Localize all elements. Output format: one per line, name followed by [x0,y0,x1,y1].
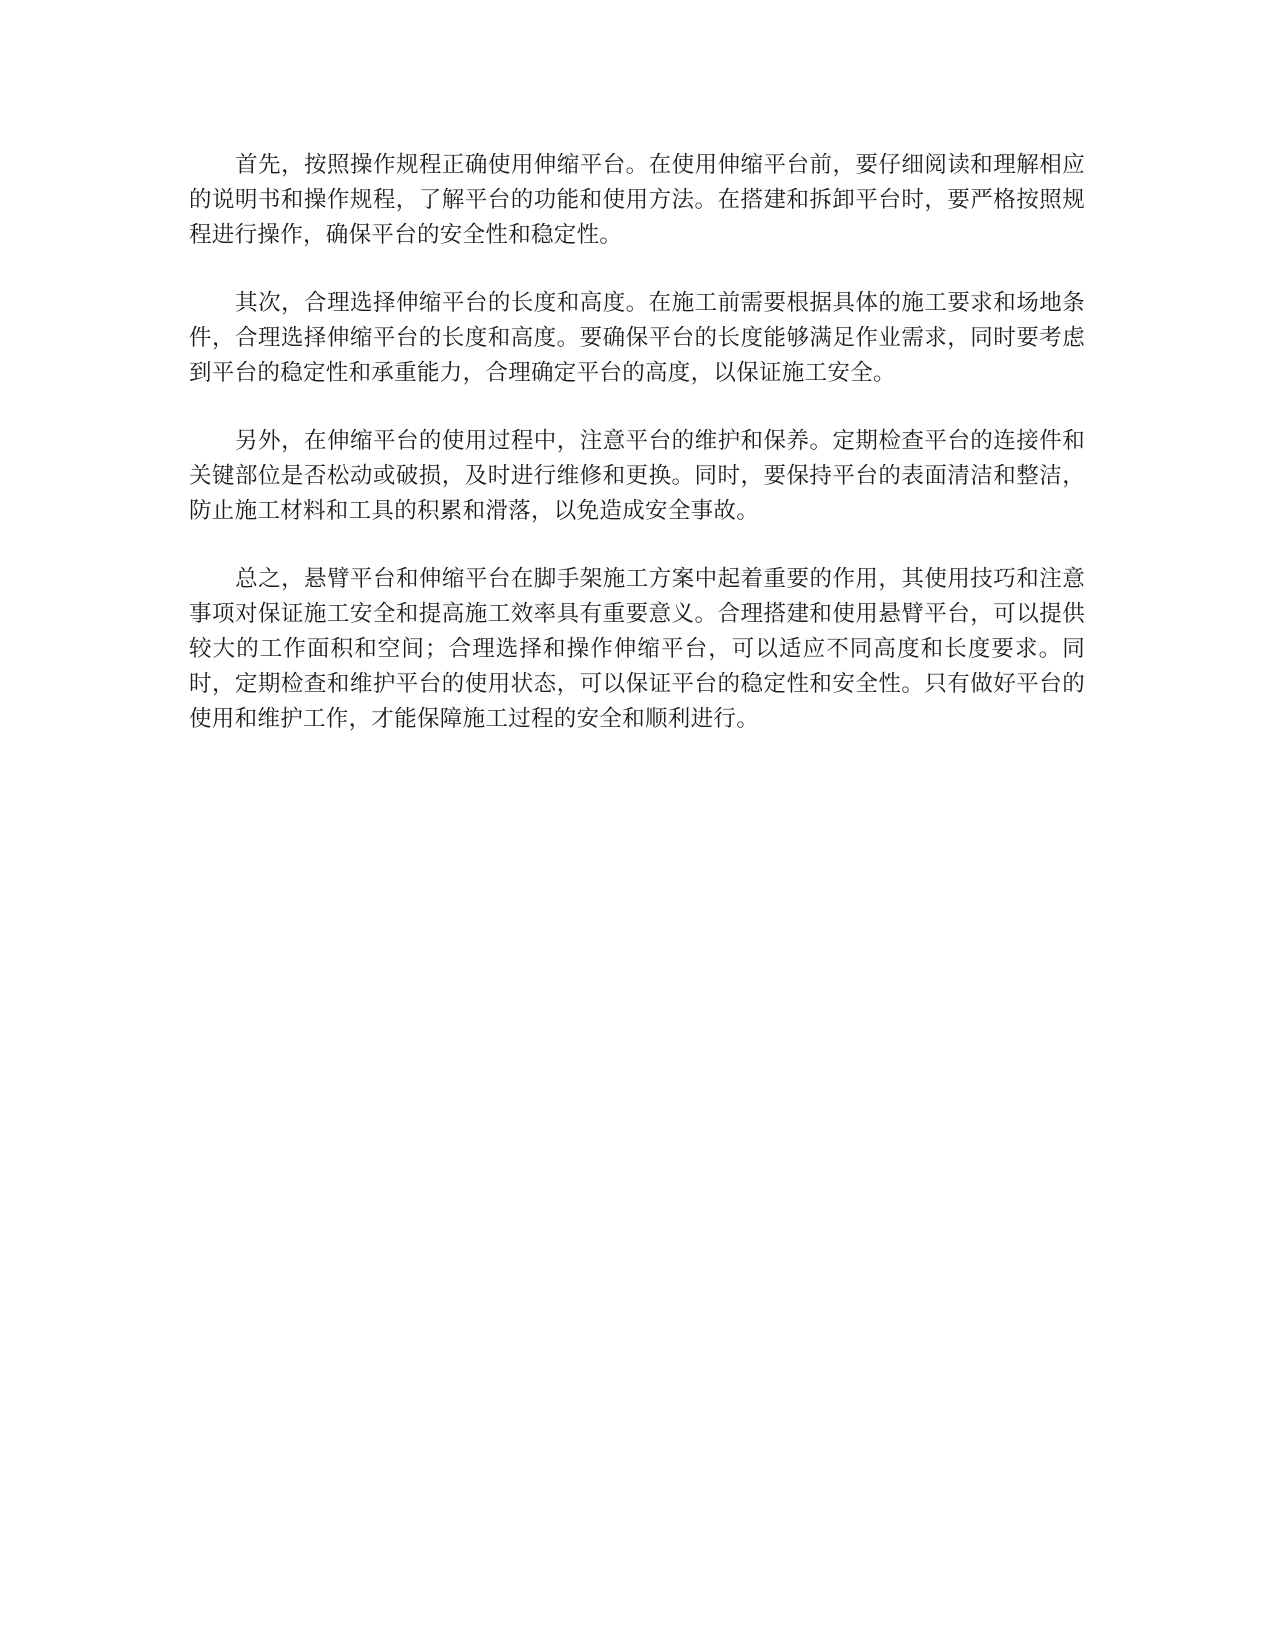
paragraph-length-height: 其次，合理选择伸缩平台的长度和高度。在施工前需要根据具体的施工要求和场地条件，合理选择伸缩平台的长度和高度。要确保平台的长度能够满足作业需求，同时要考虑到平台的稳定性和承重能力，合理确定平台的高度，以保证施工安全。 [189,290,1085,386]
document-body [189,148,1085,770]
paragraph-summary: 总之，悬臂平台和伸缩平台在脚手架施工方案中起着重要的作用，其使用技巧和注意事项对保证施工安全和提高施工效率具有重要意义。合理搭建和使用悬臂平台，可以提供较大的工作面积和空间；合理选择和操作伸缩平台，可以适应不同高度和长度要求。同时，定期检查和维护平台的使用状态，可以保证平台的稳定性和安全性。只有做好平台的使用和维护工作，才能保障施工过程的安全和顺利进行。 [189,566,1085,732]
paragraph-maintenance: 另外，在伸缩平台的使用过程中，注意平台的维护和保养。定期检查平台的连接件和关键部位是否松动或破损，及时进行维修和更换。同时，要保持平台的表面清洁和整洁，防止施工材料和工具的积累和滑落，以免造成安全事故。 [189,428,1085,524]
paragraph-operating-procedure: 首先，按照操作规程正确使用伸缩平台。在使用伸缩平台前，要仔细阅读和理解相应的说明书和操作规程，了解平台的功能和使用方法。在搭建和拆卸平台时，要严格按照规程进行操作，确保平台的安全性和稳定性。 [189,152,1085,248]
